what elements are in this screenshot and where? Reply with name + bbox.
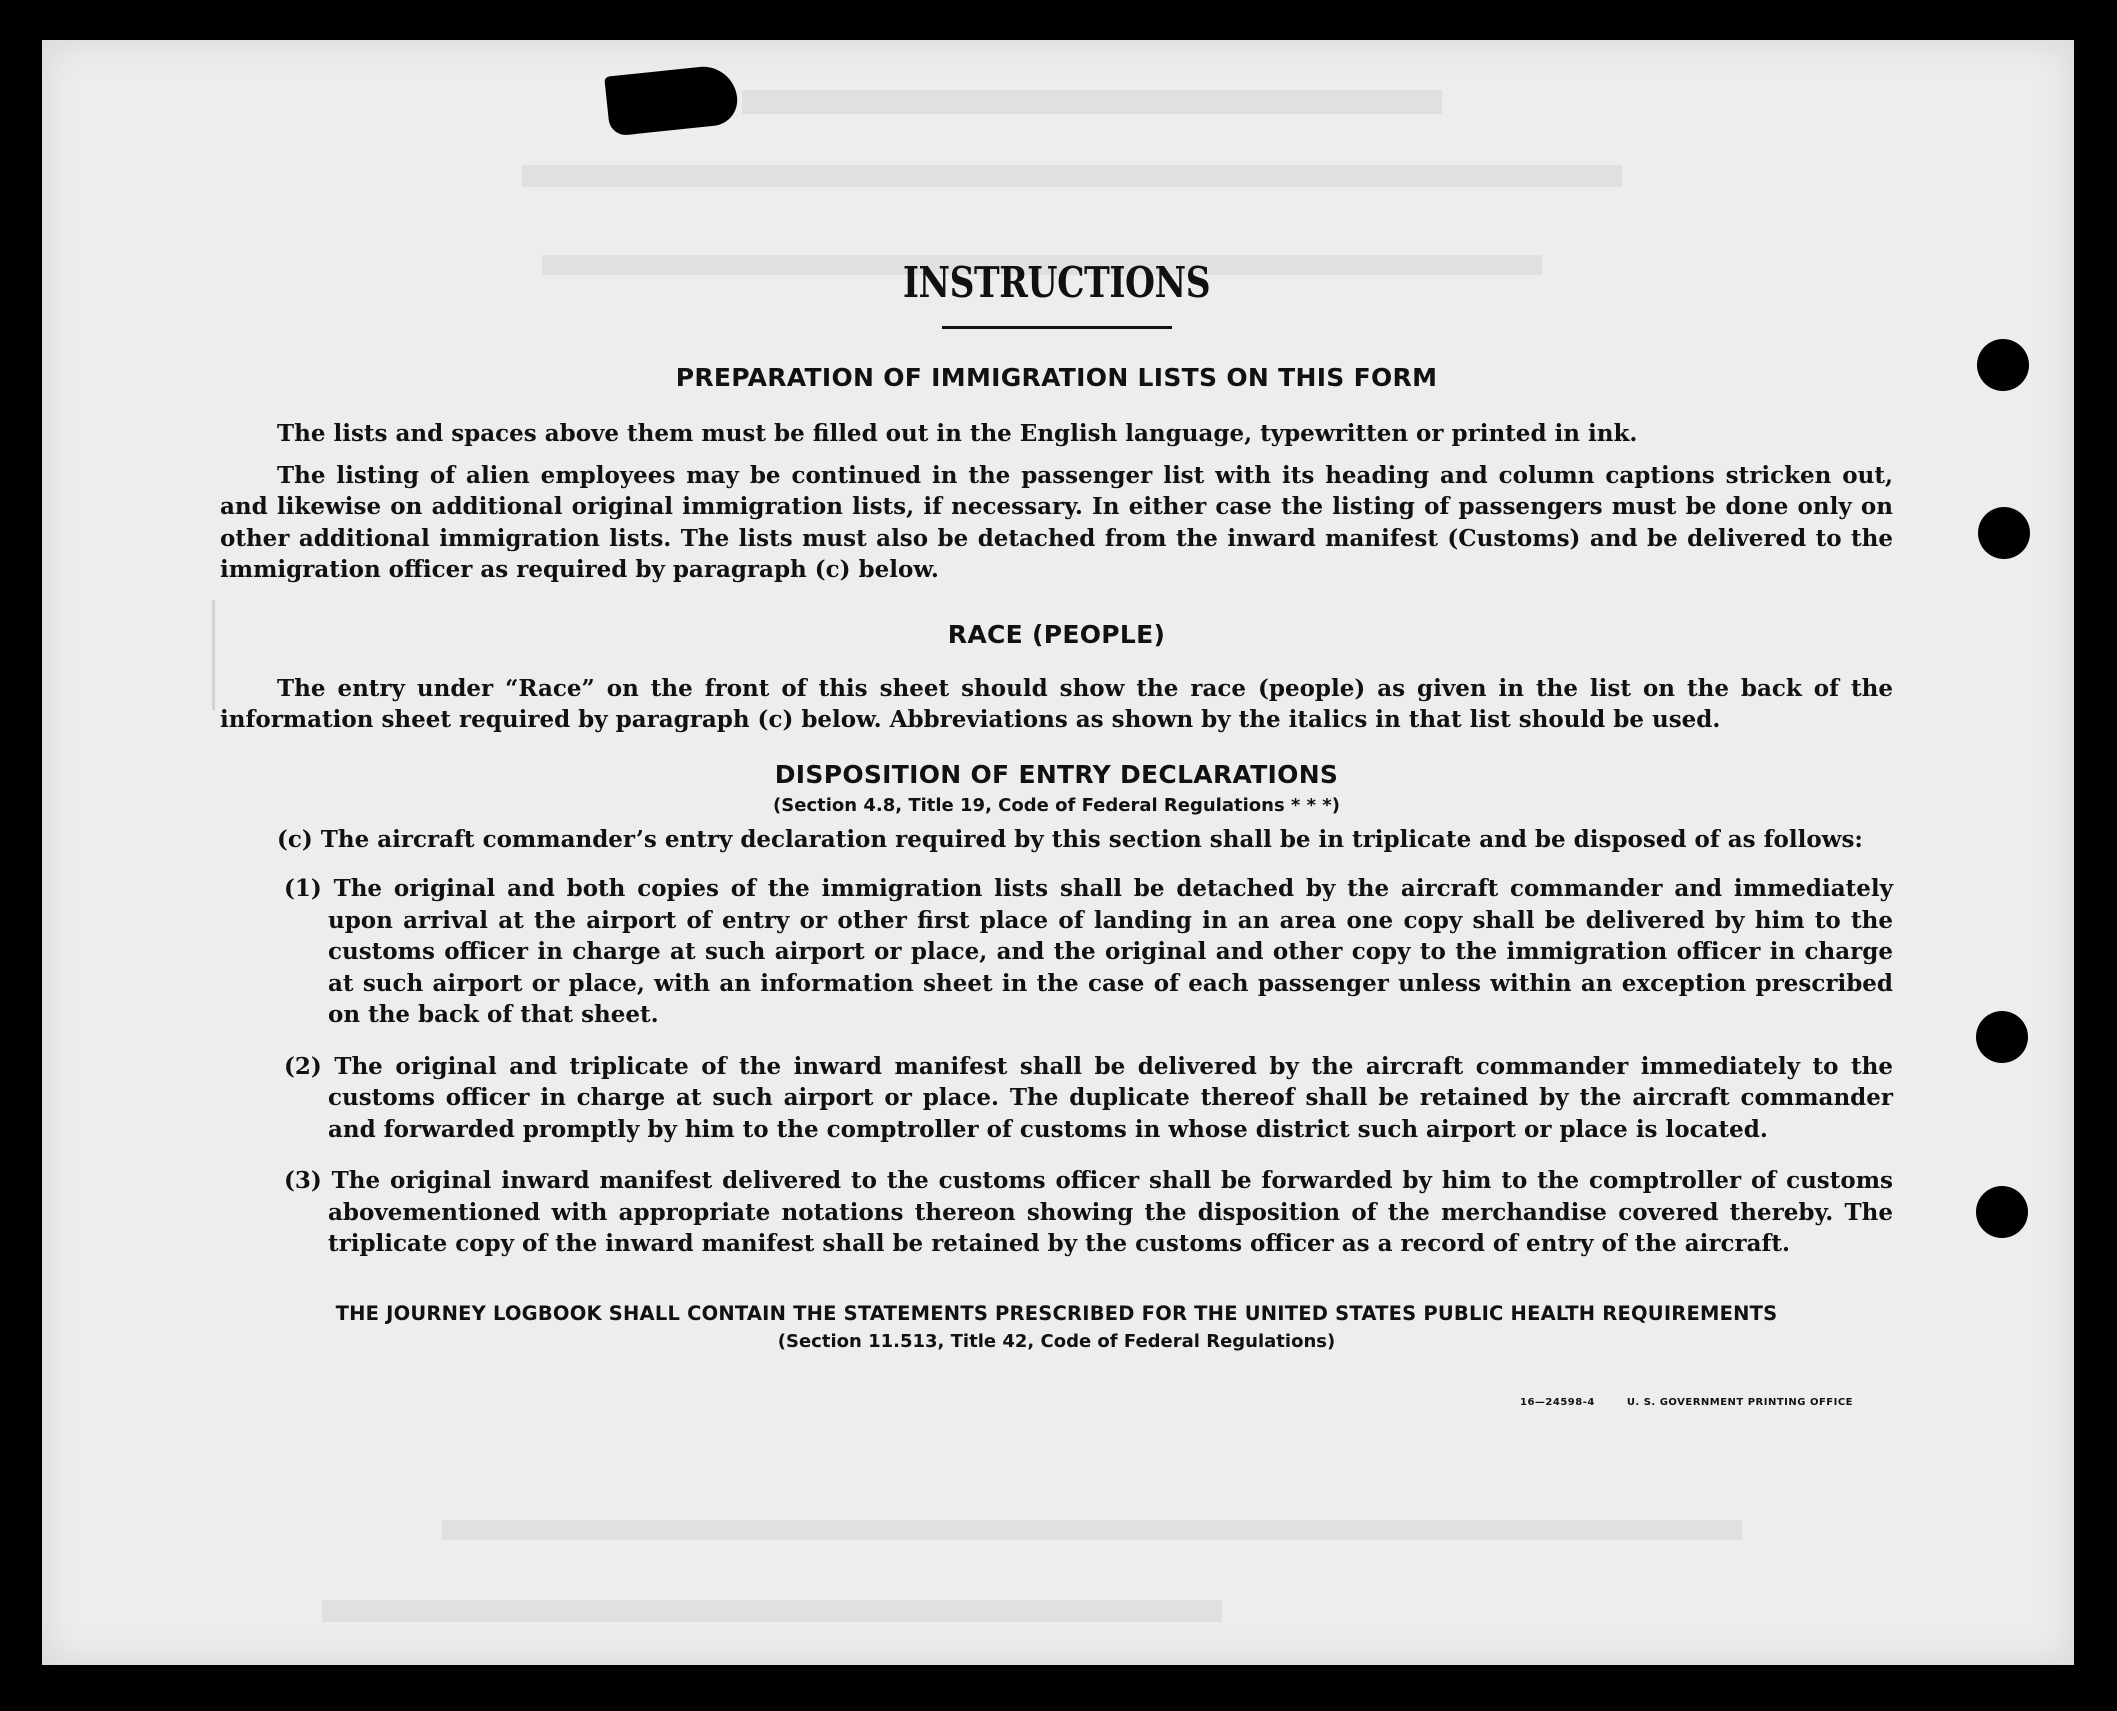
preparation-heading: PREPARATION OF IMMIGRATION LISTS ON THIS FORM <box>675 363 1438 392</box>
punch-hole <box>1978 507 2030 559</box>
torn-edge <box>604 63 740 136</box>
punch-hole <box>1977 339 2029 391</box>
disposition-item-1: (1) The original and both copies of the immigration lists shall be detached by the aircraft commander and immediately upon arrival at the airport of entry or other first place of landing in an area one copy shall be delivered by him to the customs officer in charge at such airport or place, and the original and other copy to the immigration officer in charge at such airport or place, with an information sheet in the case of each passenger unless within an exception prescribed on the back of that sheet. <box>284 875 1893 1028</box>
title-underline <box>942 326 1172 329</box>
page-title: INSTRUCTIONS <box>902 258 1211 307</box>
disposition-intro: (c) The aircraft commander’s entry declaration required by this section shall be in triplicate and be disposed of as follows: <box>277 825 1863 853</box>
show-through-rule <box>212 600 215 710</box>
preparation-paragraph-1: The lists and spaces above them must be filled out in the English language, typewritten or printed in ink. <box>277 420 1638 447</box>
show-through-band <box>442 1520 1742 1540</box>
printer-name: U. S. GOVERNMENT PRINTING OFFICE <box>1626 1397 1854 1408</box>
race-heading: RACE (PEOPLE) <box>947 619 1166 649</box>
form-number: 16—24598-4 <box>1520 1397 1595 1408</box>
disposition-citation: (Section 4.8, Title 19, Code of Federal Regulations * * *) <box>773 794 1340 816</box>
punch-hole <box>1976 1186 2028 1238</box>
race-paragraph: The entry under “Race” on the front of this sheet should show the race (people) as given in the list on the back of the information sheet required by paragraph (c) below. Abbreviations as shown by the italics in that list should be used. <box>220 674 1893 733</box>
show-through-band <box>322 1600 1222 1622</box>
disposition-item-3: (3) The original inward manifest delivered to the customs officer shall be forwarded by him to the comptroller of customs abovementioned with appropriate notations thereon showing the disposition of the merchandise covered thereby. The triplicate copy of the inward manifest shall be retained by the customs officer as a record of entry of the aircraft. <box>284 1167 1893 1257</box>
preparation-paragraph-2: The listing of alien employees may be continued in the passenger list with its heading and column captions stricken out, and likewise on additional original immigration lists, if necessary. In either case the listing of passengers must be done only on other additional immigration lists. The lists must also be detached from the inward manifest (Customs) and be delivered to the immigration officer as required by paragraph (c) below. <box>220 461 1893 583</box>
show-through-band <box>742 90 1442 114</box>
logbook-citation: (Section 11.513, Title 42, Code of Federal Regulations) <box>777 1330 1336 1352</box>
disposition-heading: DISPOSITION OF ENTRY DECLARATIONS <box>774 759 1339 789</box>
show-through-band <box>522 165 1622 187</box>
printer-imprint <box>1520 1397 1853 1408</box>
disposition-item-2: (2) The original and triplicate of the inward manifest shall be delivered by the aircraft commander immediately to the customs officer in charge at such airport or place. The duplicate thereof shall be retained by the aircraft commander and forwarded promptly by him to the comptroller of customs in whose district such airport or place is located. <box>284 1052 1893 1143</box>
logbook-statement: THE JOURNEY LOGBOOK SHALL CONTAIN THE STATEMENTS PRESCRIBED FOR THE UNITED STATES PUBLIC HEALTH REQUIREMENTS <box>335 1301 1778 1325</box>
punch-hole <box>1976 1011 2028 1063</box>
instructions-content <box>220 258 1893 1352</box>
